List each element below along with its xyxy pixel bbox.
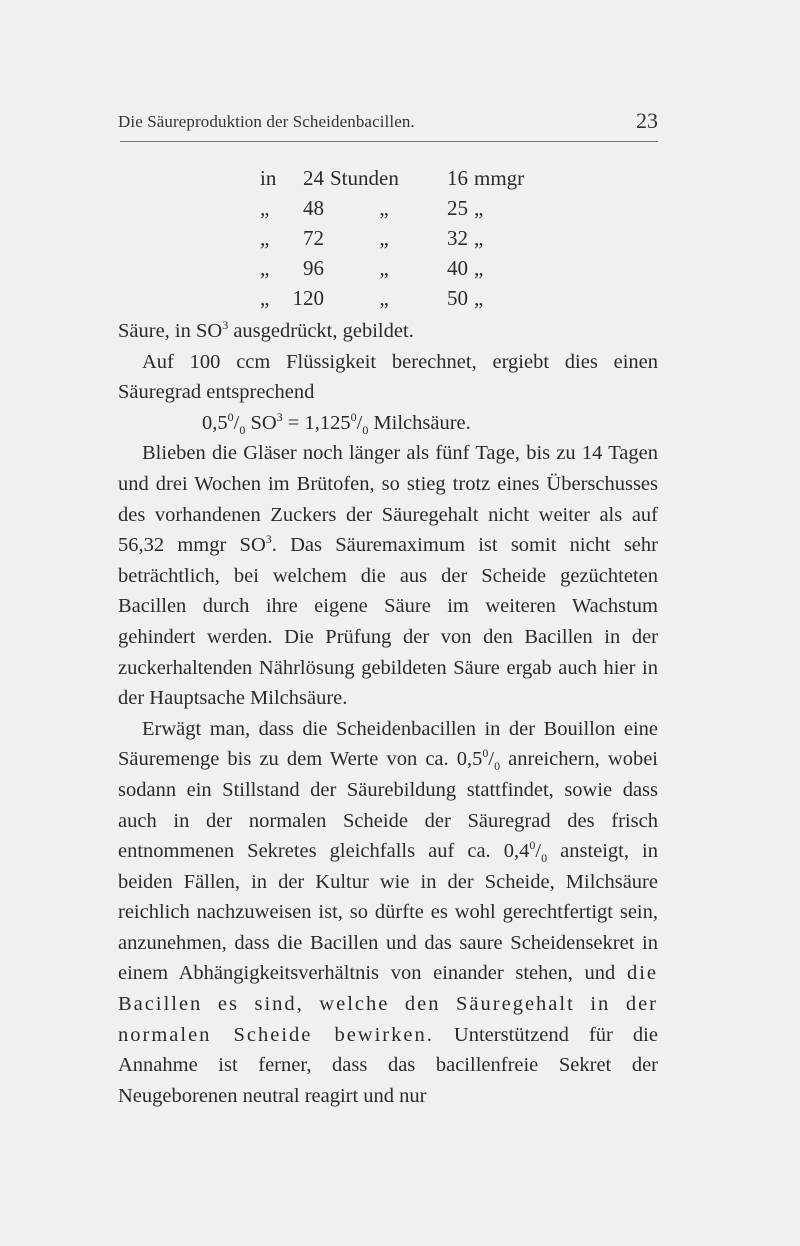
row-value-unit: mmgr <box>474 166 525 190</box>
paragraph-acid-note: Säure, in $SO^3$ ausgedrückt, gebildet. <box>118 318 414 342</box>
row-value-unit: „ <box>474 286 484 310</box>
row-value-unit: „ <box>474 196 484 220</box>
row-hours: 96 <box>303 256 324 280</box>
row-unit: „ <box>379 226 389 250</box>
row-prefix: in <box>260 166 277 190</box>
row-value: 32 <box>447 226 468 250</box>
row-value: 40 <box>447 256 468 280</box>
row-hours: 120 <box>292 286 324 310</box>
emphasized-text: die Bacillen es sind, welche den Säuregehalt in der normalen Scheide bewirken. <box>118 962 658 1046</box>
row-hours: 72 <box>303 226 324 250</box>
row-value: 16 <box>447 166 468 190</box>
row-unit: „ <box>379 196 389 220</box>
row-prefix: „ <box>260 286 270 310</box>
body-text <box>118 316 658 1111</box>
row-prefix: „ <box>260 196 270 220</box>
row-unit: „ <box>379 286 389 310</box>
formula-line: $0,5^0/_0$ $SO^3 = 1,125^0/_0$ Milchsäure. <box>202 409 471 437</box>
row-prefix: „ <box>260 256 270 280</box>
paragraph-longer-incubation: Blieben die Gläser noch länger als fünf Tage, bis zu 14 Tagen und drei Wochen im Brütofen, so stieg trotz eines Überschusses des vorhandenen Zuckers der Säuregehalt nicht weiter als auf 56,32 mmgr $SO^3$. Das Säuremaximum ist somit nicht sehr beträchtlich, bei welchem die aus der Scheide gezüchteten Bacillen durch ihre eigene Säure im weiteren Wachstum gehindert werden. Die Prüfung der von den Bacillen in der zuckerhaltenden Nährlösung gebildeten Säure ergab auch hier in der Hauptsache Milchsäure. <box>118 442 658 710</box>
page-number: 23 <box>636 108 658 133</box>
acid-table-row <box>260 286 524 316</box>
row-value-unit: „ <box>474 256 484 280</box>
row-value: 25 <box>447 196 468 220</box>
acid-table-row <box>260 256 524 286</box>
acid-production-table <box>260 166 524 316</box>
paragraph-conclusion: Erwägt man, dass die Scheidenbacillen in der Bouillon eine Säuremenge bis zu dem Werte von ca. $0,5^0/_0$ anreichern, wobei sodann ein Stillstand der Säurebildung stattfindet, sowie dass auch in der normalen Scheide der Säuregrad des frisch entnommenen Sekretes gleichfalls auf ca. $0,4^0/_0$ ansteigt, in beiden Fällen, in der Kultur wie in der Scheide, Milchsäure reichlich nachzuweisen ist, so dürfte es wohl gerechtfertigt sein, anzunehmen, dass die Bacillen und das saure Scheidensekret in einem Abhängigkeitsverhältnis von einander stehen, und die Bacillen es sind, welche den Säuregehalt in der normalen Scheide bewirken. Unterstützend für die Annahme ist ferner, dass das bacillenfreie Sekret der Neugeborenen neutral reagirt und nur <box>118 717 659 1107</box>
paragraph-per-100ccm: Auf 100 ccm Flüssigkeit berechnet, ergiebt dies einen Säuregrad entsprechend <box>118 350 658 404</box>
running-head-title: Die Säureproduktion der Scheidenbacillen. <box>118 112 415 131</box>
row-value-unit: „ <box>474 226 484 250</box>
row-unit: „ <box>379 256 389 280</box>
row-hours: 24 <box>303 166 324 190</box>
acid-table-row <box>260 166 524 196</box>
row-unit: Stunden <box>330 166 399 190</box>
acid-table-row <box>260 226 524 256</box>
row-prefix: „ <box>260 226 270 250</box>
row-hours: 48 <box>303 196 324 220</box>
row-value: 50 <box>447 286 468 310</box>
acid-table-row <box>260 196 524 226</box>
header-rule <box>120 141 658 142</box>
